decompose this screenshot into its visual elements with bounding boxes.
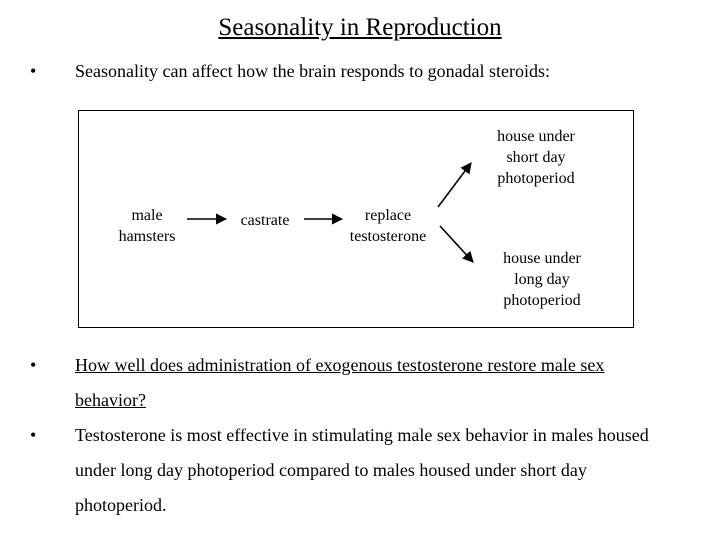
bullet-3-line2: under long day photoperiod compared to males housed under short day [75, 460, 587, 480]
bullet-2-line2: behavior? [75, 390, 146, 410]
slide-title: Seasonality in Reproduction [218, 14, 502, 41]
node-long-day-line2: long day [514, 271, 570, 288]
bullet-1-text: Seasonality can affect how the brain responds to gonadal steroids: [75, 61, 551, 81]
node-male-hamsters-line1: male [131, 207, 163, 224]
node-replace-testosterone-line1: replace [364, 207, 412, 224]
bullet-marker-1: • [30, 61, 37, 81]
node-long-day-line1: house under [503, 250, 581, 267]
bullet-3-line1: Testosterone is most effective in stimulating male sex behavior in males housed [75, 425, 649, 445]
node-long-day-line3: photoperiod [503, 292, 581, 309]
node-short-day-line3: photoperiod [497, 170, 575, 187]
bullet-marker-3: • [30, 425, 37, 445]
node-short-day-line2: short day [506, 149, 566, 166]
bullet-2-line1: How well does administration of exogenous testosterone restore male sex [75, 355, 605, 375]
node-short-day-line1: house under [497, 128, 575, 145]
node-male-hamsters-line2: hamsters [118, 228, 176, 245]
node-replace-testosterone-line2: testosterone [349, 228, 427, 245]
bullet-2-text [75, 348, 604, 418]
bullet-marker-2: • [30, 355, 37, 375]
arrow-to-short-day [438, 163, 471, 207]
bullet-3-text [75, 418, 649, 523]
arrow-to-long-day [440, 226, 473, 262]
bullet-3-line3: photoperiod. [75, 495, 167, 515]
node-castrate-line1: castrate [240, 212, 290, 229]
